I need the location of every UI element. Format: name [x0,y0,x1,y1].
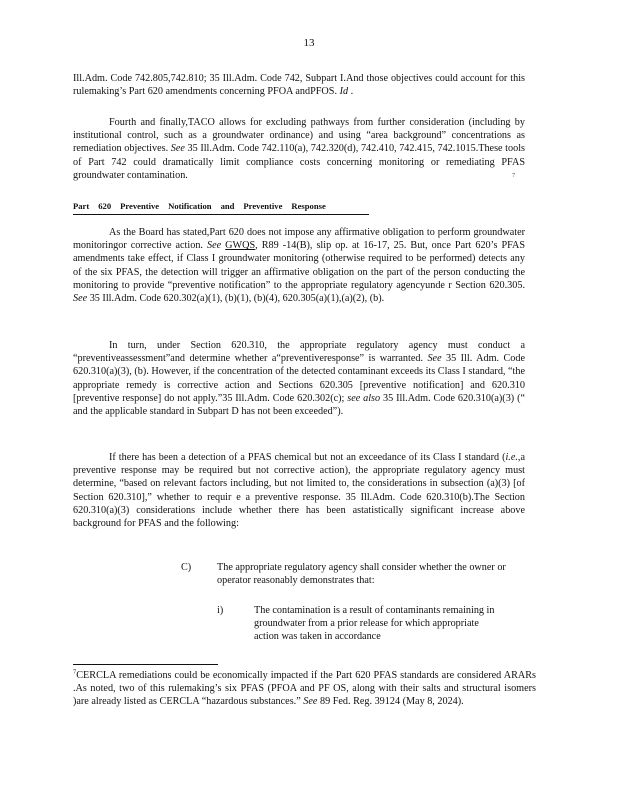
footnote-cite: 89 Fed. Reg. 39124 (May 8, 2024). [319,696,464,708]
paragraph-5-text: If there has been a detection of a PFAS chemical but not an exceedance of its Class I standard ( [109,452,506,463]
heading-word: Preventive [243,201,283,211]
heading-word: and [220,201,235,211]
footnote-7 [73,669,536,709]
heading-word: Notification [168,201,212,211]
paragraph-4-cont: 35 Ill. Adm. Code 620.310(a)(3), (b). However, if the concentration of the detected contaminant exceeds its Class I standard, “the appropriate remedy is corrective action and Sections 620.305 [preventive notification] and 620.310 [preventive response] do not apply.”35 Ill.Adm. Code 620.302(c); [73,353,525,404]
paragraph-4 [73,339,525,418]
see-signal: See [170,143,185,155]
paragraph-4-text: In turn, under Section 620.310, the appropriate regulatory agency must conduct a “preventiveassessment”and determine whether a“preventiveresponse” is warranted. [73,340,525,365]
paragraph-1-end: . [350,86,354,98]
paragraph-1 [73,72,525,98]
see-signal: See [303,696,318,708]
see-signal: See [207,240,222,252]
id-citation: Id [339,86,349,98]
footnote-mark: 7 [73,668,77,676]
see-also-signal: see also [347,392,381,404]
ie-abbrev: i.e. [505,452,518,463]
paragraph-3 [73,226,525,305]
footnote-text: CERCLA remediations could be economically impacted if the Part 620 PFAS standards are considered ARARs .As noted, two of this rulemaking’s six PFAS (PFOA and PF OS, along with their salts and structural isomers )are already listed as CERCLA “hazardous substances.” [73,670,536,708]
footnote-separator [73,664,218,665]
quote-item-c-label: C) [181,562,192,573]
paragraph-3-cite: 35 Ill.Adm. Code 620.302(a)(1), (b)(1), (b)(4), 620.305(a)(1),(a)(2), (b). [89,293,385,305]
paragraph-2-rest: 35 Ill.Adm. Code 742.110(a), 742.320(d), 742.410, 742.415, 742.1015.These tools of Part 742 could dramatically limit compliance costs concerning monitoring or remediating PFAS groundwater contamination. [73,143,525,181]
paragraph-2-text: Fourth and finally,TACO allows for excluding pathways from further consideration (including by institutional control, such as a groundwater ordinance) and using “area background” concentrations as remediation objectives. [73,117,525,155]
paragraph-5 [73,451,525,530]
page-number: 13 [303,37,315,49]
footnote-reference-7: 7 [512,172,516,179]
paragraph-3-cont: , R89 -14(B), slip op. at 16-17, 25. But, once Part 620’s PFAS amendments take effect, if Class I groundwater monitoring (otherwise required to be performed) detects any of the six PFAS, the detection will trigger an affirmative obligation on the part of the person conducting the monitoring to provide “preventive notification” to the appropriate regulatory agencyunde r Section 620.305. [73,240,526,291]
quote-item-i-label: i) [217,605,224,616]
paragraph-4-cite: 35 Ill.Adm. Code 620.310(a)(3) (“ and the applicable standard in Subpart D has not been exceeded”). [73,392,525,418]
paragraph-1-text: Ill.Adm. Code 742.805,742.810; 35 Ill.Adm. Code 742, Subpart I.And those objectives could account for this rulemaking’s Part 620 amendments concerning PFOA andPFOS. [73,73,525,98]
see-signal: See [73,293,88,305]
paragraph-2 [73,116,525,182]
paragraph-5-cont: ,a preventive response may be required but not corrective action), the appropriate regulatory agency must determine, “based on relevant factors including, but not limited to, the considerations in subsection (a)(3) [of Section 620.310],” whether to requir e a preventive response. 35 Ill.Adm. Code 620.310(b).The Section 620.310(a)(3) considerations include whether there has been astatistically significant increase above background for PFAS and the following: [73,452,525,530]
paragraph-3-text: As the Board has stated,Part 620 does not impose any affirmative obligation to perform groundwater monitoringor corrective action. [73,227,525,252]
section-heading [73,200,369,215]
heading-word: 620 [98,201,112,211]
case-name: GWQS [225,240,256,252]
heading-word: Response [291,201,326,211]
heading-word: Part [73,201,90,211]
quote-item-c-text: The appropriate regulatory agency shall consider whether the owner or operator reasonably demonstrates that: [217,562,506,587]
heading-word: Preventive [120,201,160,211]
quote-item-i-text: The contamination is a result of contaminants remaining in groundwater from a prior release for which appropriate action was taken in accordance [254,605,495,643]
see-signal: See [427,353,442,365]
